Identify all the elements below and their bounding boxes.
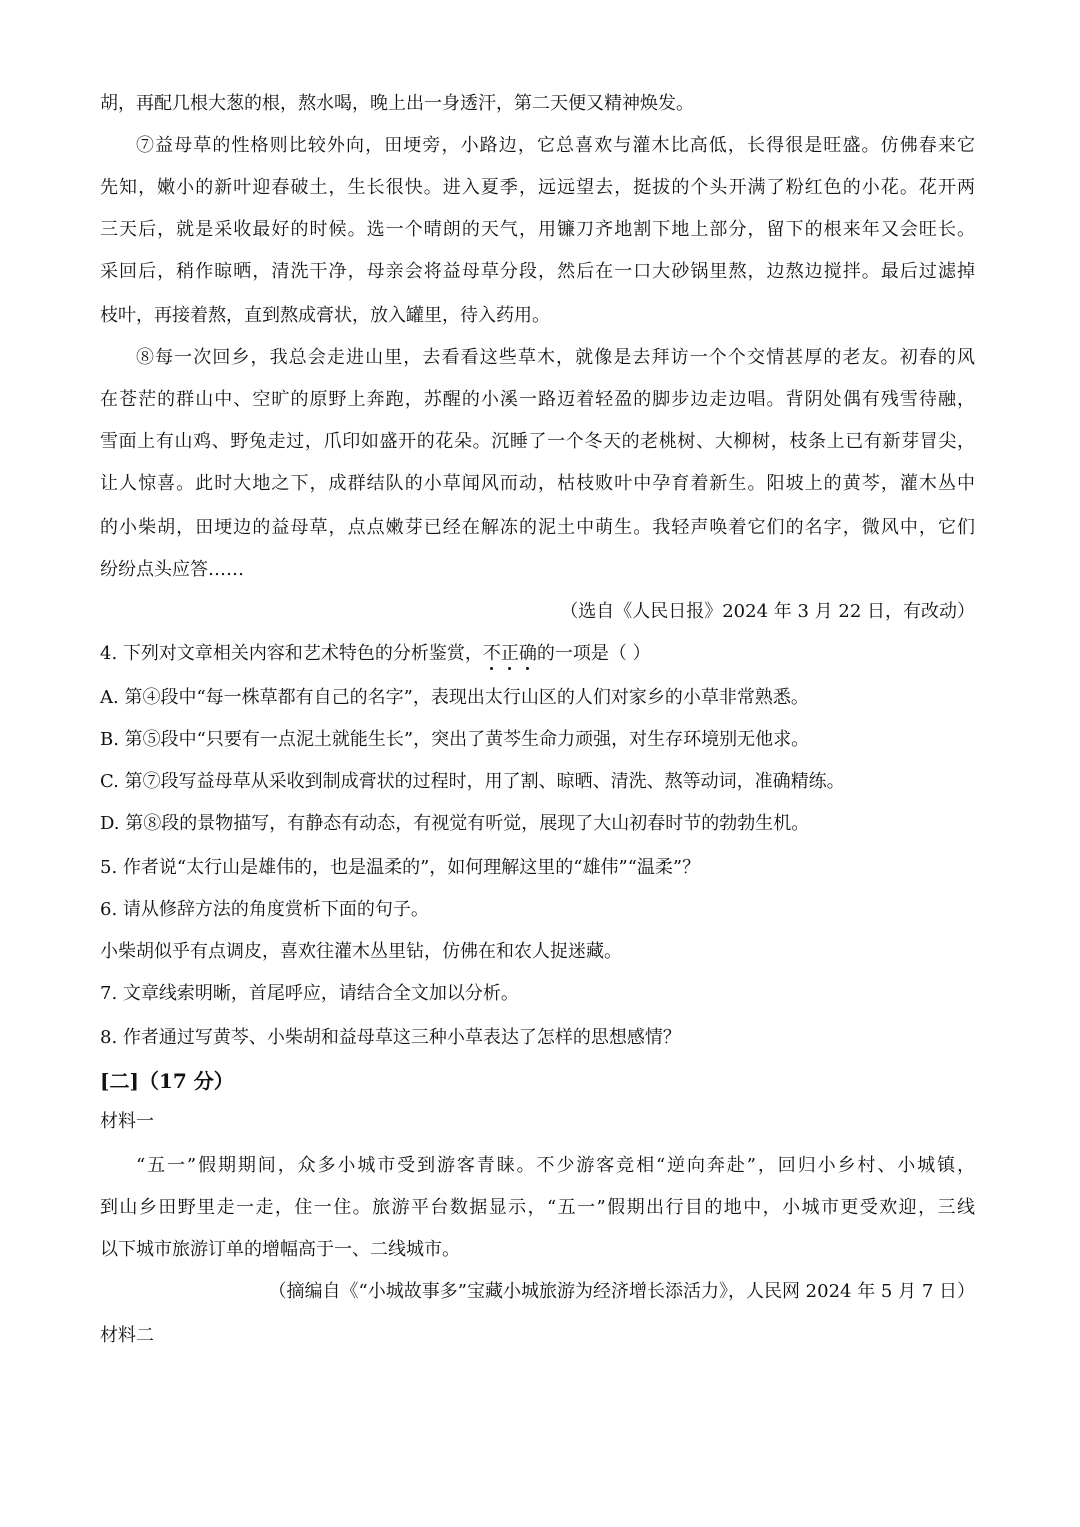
passage-line: 胡，再配几根大葱的根，熬水喝，晚上出一身透汗，第二天便又精神焕发。 — [100, 93, 694, 114]
section-heading: [二]（17 分） — [100, 1069, 234, 1093]
passage-line: 采回后，稍作晾晒，清洗干净，母亲会将益母草分段，然后在一口大砂锅里熬，边熬边搅拌。最后过滤掉 — [100, 261, 975, 282]
passage-line: 先知，嫩小的新叶迎春破土，生长很快。进入夏季，远远望去，挺拔的个头开满了粉红色的小花。花开两 — [100, 177, 975, 198]
question-4-suffix: 的一项是（ ） — [536, 643, 651, 664]
passage-line: 雪面上有山鸡、野兔走过，爪印如盛开的花朵。沉睡了一个冬天的老桃树、大柳树，枝条上已有新芽冒尖， — [100, 431, 975, 452]
material-2-label: 材料二 — [100, 1325, 154, 1346]
passage-line: 枝叶，再接着熬，直到熬成膏状，放入罐里，待入药用。 — [100, 305, 550, 326]
passage-line: 的小柴胡，田埂边的益母草，点点嫩芽已经在解冻的泥土中萌生。我轻声唤着它们的名字，微风中，它们 — [100, 517, 975, 538]
question-5: 5. 作者说“太行山是雄伟的，也是温柔的”，如何理解这里的“雄伟”“温柔”？ — [100, 857, 701, 878]
option-a: A. 第④段中“每一株草都有自己的名字”，表现出太行山区的人们对家乡的小草非常熟悉。 — [100, 687, 809, 708]
passage-line: 纷纷点头应答…… — [100, 559, 244, 580]
question-4-prefix: 4. 下列对文章相关内容和艺术特色的分析鉴赏， — [100, 643, 483, 664]
question-6-sentence: 小柴胡似乎有点调皮，喜欢往灌木丛里钻，仿佛在和农人捉迷藏。 — [100, 941, 622, 962]
material-1-line: 到山乡田野里走一走，住一住。旅游平台数据显示，“五一”假期出行目的地中，小城市更受欢迎，三线 — [100, 1197, 975, 1218]
option-b: B. 第⑤段中“只要有一点泥土就能生长”，突出了黄芩生命力顽强，对生存环境别无他求。 — [100, 729, 810, 750]
passage-line: 在苍茫的群山中、空旷的原野上奔跑，苏醒的小溪一路迈着轻盈的脚步边走边唱。背阴处偶有残雪待融， — [100, 389, 975, 410]
emphasis-char: 正 — [500, 643, 519, 664]
option-c: C. 第⑦段写益母草从采收到制成膏状的过程时，用了割、晾晒、清洗、熬等动词，准确精练。 — [100, 771, 845, 792]
passage-source: （选自《人民日报》2024 年 3 月 22 日，有改动） — [560, 601, 975, 622]
passage-line: ⑦益母草的性格则比较外向，田埂旁，小路边，它总喜欢与灌木比高低，长得很是旺盛。仿佛春来它 — [136, 135, 975, 156]
material-1-line: “五一”假期期间，众多小城市受到游客青睐。不少游客竞相“逆向奔赴”，回归小乡村、小城镇， — [136, 1155, 975, 1176]
question-8: 8. 作者通过写黄芩、小柴胡和益母草这三种小草表达了怎样的思想感情？ — [100, 1027, 681, 1048]
emphasis-char: 确 — [518, 643, 537, 664]
question-4-stem — [100, 642, 651, 666]
material-1-source: （摘编自《“小城故事多”宝藏小城旅游为经济增长添活力》，人民网 2024 年 5 月 7 日） — [268, 1281, 975, 1302]
passage-line: 三天后，就是采收最好的时候。选一个晴朗的天气，用镰刀齐地割下地上部分，留下的根来年又会旺长。 — [100, 219, 975, 240]
question-7: 7. 文章线索明晰，首尾呼应，请结合全文加以分析。 — [100, 983, 519, 1004]
passage-line: 让人惊喜。此时大地之下，成群结队的小草闻风而动，枯枝败叶中孕育着新生。阳坡上的黄芩，灌木丛中 — [100, 473, 975, 494]
material-1-line: 以下城市旅游订单的增幅高于一、二线城市。 — [100, 1239, 460, 1260]
emphasis-char: 不 — [482, 643, 501, 664]
material-1-label: 材料一 — [100, 1111, 154, 1132]
passage-line: ⑧每一次回乡，我总会走进山里，去看看这些草木，就像是去拜访一个个交情甚厚的老友。初春的风 — [136, 347, 975, 368]
option-d: D. 第⑧段的景物描写，有静态有动态，有视觉有听觉，展现了大山初春时节的勃勃生机。 — [100, 813, 810, 834]
question-6: 6. 请从修辞方法的角度赏析下面的句子。 — [100, 899, 429, 920]
